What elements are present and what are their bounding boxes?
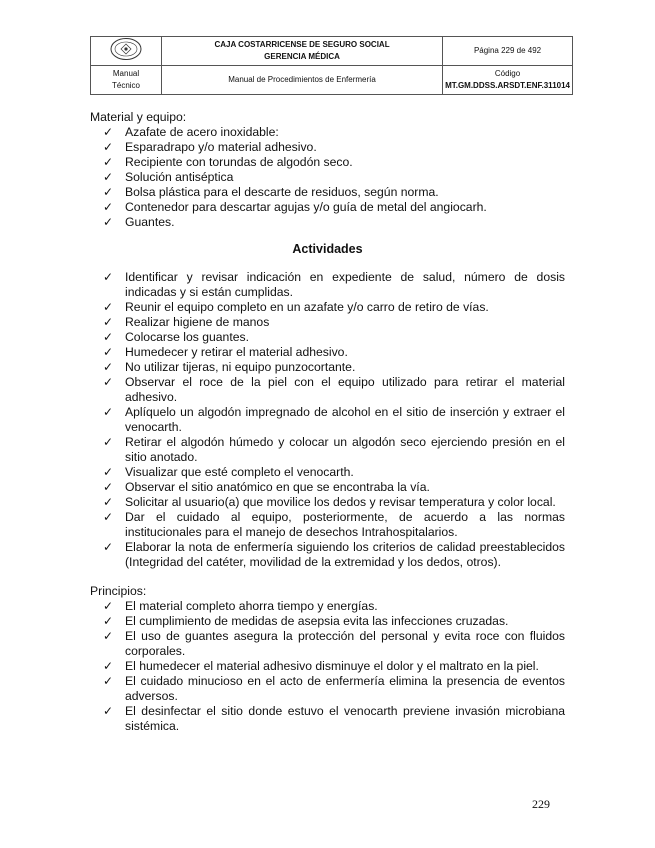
page-info: Página 229 de 492 — [443, 37, 573, 66]
checkmark-icon: ✓ — [103, 674, 114, 688]
list-item — [90, 629, 565, 659]
checkmark-icon: ✓ — [103, 300, 114, 314]
list-item-text: Guantes. — [125, 215, 175, 229]
list-item — [90, 435, 565, 465]
list-item — [90, 170, 565, 185]
list-item-text: Bolsa plástica para el descarte de residuos, según norma. — [125, 185, 439, 199]
list-item-text: Identificar y revisar indicación en expediente de salud, número de dosis indicadas y si están cumplidas. — [125, 270, 565, 299]
list-item — [90, 614, 565, 629]
checkmark-icon: ✓ — [103, 315, 114, 329]
list-item — [90, 270, 565, 300]
material-list — [90, 125, 565, 230]
document-header — [90, 36, 573, 95]
logo-cell — [91, 37, 162, 66]
list-item — [90, 405, 565, 435]
code-cell — [443, 66, 573, 95]
manual-type-line1: Manual — [112, 69, 140, 78]
checkmark-icon: ✓ — [103, 125, 114, 139]
activities-title: Actividades — [292, 242, 363, 256]
list-item-text: Colocarse los guantes. — [125, 330, 249, 344]
list-item-text: Solicitar al usuario(a) que movilice los dedos y revisar temperatura y color local. — [125, 495, 556, 509]
list-item — [90, 125, 565, 140]
list-item — [90, 375, 565, 405]
checkmark-icon: ✓ — [103, 435, 114, 449]
list-item — [90, 540, 565, 570]
manual-type-cell — [91, 66, 162, 95]
list-item-text: Solución antiséptica — [125, 170, 234, 184]
checkmark-icon: ✓ — [103, 540, 114, 554]
checkmark-icon: ✓ — [103, 345, 114, 359]
list-item-text: El cumplimiento de medidas de asepsia evita las infecciones cruzadas. — [125, 614, 509, 628]
checkmark-icon: ✓ — [103, 405, 114, 419]
list-item-text: Humedecer y retirar el material adhesivo. — [125, 345, 348, 359]
list-item-text: Observar el sitio anatómico en que se encontraba la vía. — [125, 480, 430, 494]
list-item — [90, 200, 565, 215]
list-item-text: Elaborar la nota de enfermería siguiendo los criterios de calidad preestablecidos (Integridad del catéter, movilidad de la extremidad y los dedos, otros). — [125, 540, 565, 569]
organization-cell — [162, 37, 443, 66]
list-item — [90, 465, 565, 480]
list-item-text: Aplíquelo un algodón impregnado de alcohol en el sitio de inserción y extraer el venocarth. — [125, 405, 565, 434]
list-item-text: Observar el roce de la piel con el equipo utilizado para retirar el material adhesivo. — [125, 375, 565, 404]
code-value: MT.GM.DDSS.ARSDT.ENF.311014 — [445, 81, 570, 90]
list-item-text: El cuidado minucioso en el acto de enfermería elimina la presencia de eventos adversos. — [125, 674, 565, 703]
checkmark-icon: ✓ — [103, 360, 114, 374]
list-item-text: Azafate de acero inoxidable: — [125, 125, 279, 139]
list-item — [90, 215, 565, 230]
checkmark-icon: ✓ — [103, 659, 114, 673]
list-item — [90, 510, 565, 540]
list-item — [90, 300, 565, 315]
organization-name: CAJA COSTARRICENSE DE SEGURO SOCIAL — [214, 40, 390, 49]
principles-list — [90, 599, 565, 734]
list-item-text: Visualizar que esté completo el venocarth. — [125, 465, 354, 479]
list-item-text: Recipiente con torundas de algodón seco. — [125, 155, 353, 169]
list-item-text: El desinfectar el sitio donde estuvo el venocarth previene invasión microbiana sistémica. — [125, 704, 565, 733]
checkmark-icon: ✓ — [103, 155, 114, 169]
checkmark-icon: ✓ — [103, 495, 114, 509]
checkmark-icon: ✓ — [103, 270, 114, 284]
checkmark-icon: ✓ — [103, 614, 114, 628]
list-item — [90, 360, 565, 375]
checkmark-icon: ✓ — [103, 510, 114, 524]
list-item-text: Retirar el algodón húmedo y colocar un algodón seco ejerciendo presión en el sitio anotado. — [125, 435, 565, 464]
list-item-text: Esparadrapo y/o material adhesivo. — [125, 140, 317, 154]
checkmark-icon: ✓ — [103, 629, 114, 643]
activities-list — [90, 270, 565, 570]
list-item — [90, 155, 565, 170]
list-item — [90, 315, 565, 330]
principles-title: Principios: — [90, 584, 147, 598]
page-number: 229 — [532, 797, 550, 811]
code-label: Código — [494, 69, 521, 78]
checkmark-icon: ✓ — [103, 480, 114, 494]
list-item-text: Realizar higiene de manos — [125, 315, 270, 329]
list-item-text: Contenedor para descartar agujas y/o guía de metal del angiocarh. — [125, 200, 487, 214]
list-item — [90, 345, 565, 360]
list-item-text: No utilizar tijeras, ni equipo punzocortante. — [125, 360, 356, 374]
list-item — [90, 495, 565, 510]
list-item — [90, 330, 565, 345]
list-item-text: El humedecer el material adhesivo disminuye el dolor y el maltrato en la piel. — [125, 659, 539, 673]
checkmark-icon: ✓ — [103, 215, 114, 229]
checkmark-icon: ✓ — [103, 200, 114, 214]
material-title: Material y equipo: — [90, 110, 187, 124]
checkmark-icon: ✓ — [103, 185, 114, 199]
institution-logo — [109, 37, 143, 61]
management-name: GERENCIA MÉDICA — [264, 52, 340, 61]
list-item — [90, 185, 565, 200]
manual-title: Manual de Procedimientos de Enfermería — [162, 66, 443, 95]
checkmark-icon: ✓ — [103, 375, 114, 389]
list-item-text: El uso de guantes asegura la protección del personal y evita roce con fluidos corporales. — [125, 629, 565, 658]
checkmark-icon: ✓ — [103, 170, 114, 184]
list-item-text: Dar el cuidado al equipo, posteriormente, de acuerdo a las normas institucionales para el manejo de desechos Intrahospitalarios. — [125, 510, 565, 539]
document-body — [90, 110, 565, 734]
checkmark-icon: ✓ — [103, 140, 114, 154]
manual-type-line2: Técnico — [111, 81, 140, 90]
list-item-text: Reunir el equipo completo en un azafate y/o carro de retiro de vías. — [125, 300, 489, 314]
checkmark-icon: ✓ — [103, 465, 114, 479]
checkmark-icon: ✓ — [103, 599, 114, 613]
checkmark-icon: ✓ — [103, 704, 114, 718]
list-item — [90, 480, 565, 495]
list-item — [90, 140, 565, 155]
list-item — [90, 674, 565, 704]
list-item-text: El material completo ahorra tiempo y energías. — [125, 599, 378, 613]
list-item — [90, 599, 565, 614]
checkmark-icon: ✓ — [103, 330, 114, 344]
list-item — [90, 704, 565, 734]
list-item — [90, 659, 565, 674]
